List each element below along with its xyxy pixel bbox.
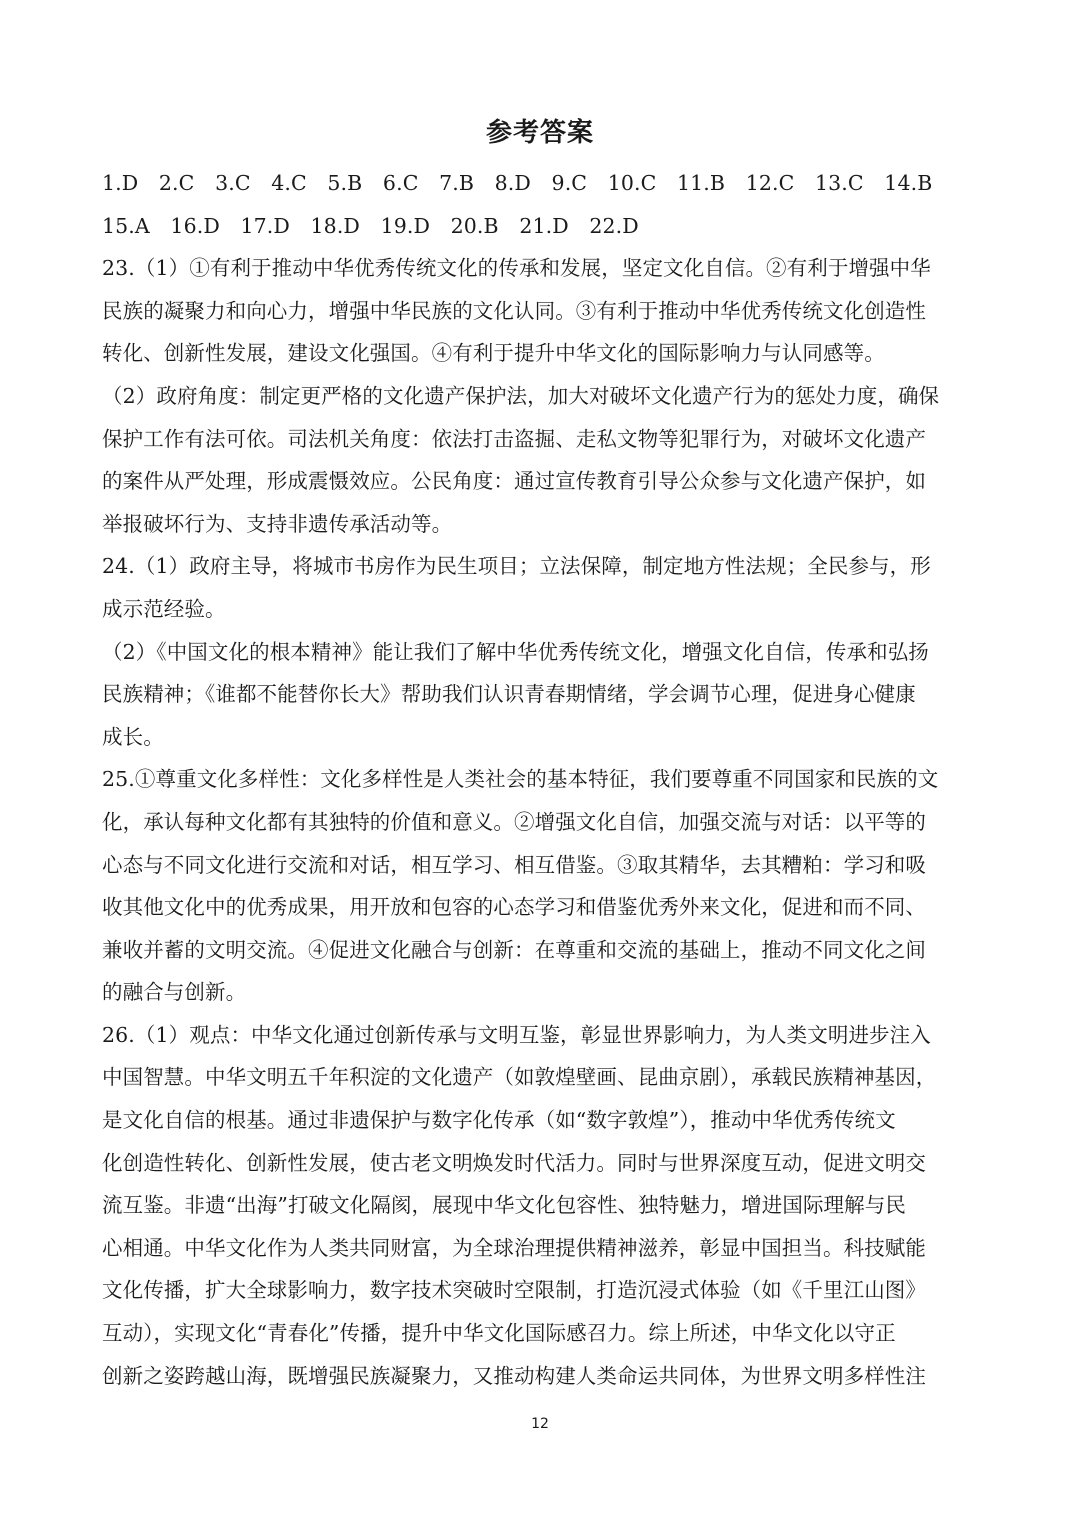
answer-line: 25.①尊重文化多样性：文化多样性是人类社会的基本特征，我们要尊重不同国家和民族的文 xyxy=(102,767,939,792)
answer-line: 成长。 xyxy=(102,724,164,749)
page-title: 参考答案 xyxy=(485,118,594,148)
answer-line: 中国智慧。中华文明五千年积淀的文化遗产（如敦煌壁画、昆曲京剧），承载民族精神基因， xyxy=(102,1065,937,1090)
answer-line: 收其他文化中的优秀成果，用开放和包容的心态学习和借鉴优秀外来文化，促进和而不同、 xyxy=(102,895,926,920)
answer-text xyxy=(102,162,978,1397)
answer-line: 流互鉴。非遗“出海”打破文化隔阂，展现中华文化包容性、独特魅力，增进国际理解与民 xyxy=(102,1193,906,1218)
answer-line: 创新之姿跨越山海，既增强民族凝聚力，又推动构建人类命运共同体，为世界文明多样性注 xyxy=(102,1363,926,1388)
answer-line: 成示范经验。 xyxy=(102,596,226,621)
answer-line: 转化、创新性发展，建设文化强国。④有利于提升中华文化的国际影响力与认同感等。 xyxy=(102,341,885,366)
answer-line: 是文化自信的根基。通过非遗保护与数字化传承（如“数字敦煌”），推动中华优秀传统文 xyxy=(102,1108,896,1133)
answer-line: 民族精神；《谁都不能替你长大》帮助我们认识青春期情绪，学会调节心理，促进身心健康 xyxy=(102,682,916,707)
answer-line: 民族的凝聚力和向心力，增强中华民族的文化认同。③有利于推动中华优秀传统文化创造性 xyxy=(102,298,926,323)
answer-line: 心相通。中华文化作为人类共同财富，为全球治理提供精神滋养，彰显中国担当。科技赋能 xyxy=(102,1235,926,1260)
page-number: 12 xyxy=(531,1416,549,1432)
answer-line: 的融合与创新。 xyxy=(102,980,247,1005)
answer-line: 保护工作有法可依。司法机关角度：依法打击盗掘、走私文物等犯罪行为，对破坏文化遗产 xyxy=(102,426,926,451)
answer-line: 24.（1）政府主导，将城市书房作为民生项目；立法保障，制定地方性法规；全民参与，形 xyxy=(102,554,931,579)
answer-line: 化创造性转化、创新性发展，使古老文明焕发时代活力。同时与世界深度互动，促进文明交 xyxy=(102,1150,926,1175)
answer-line: 化，承认每种文化都有其独特的价值和意义。②增强文化自信，加强交流与对话：以平等的 xyxy=(102,809,926,834)
answer-line: 文化传播，扩大全球影响力，数字技术突破时空限制，打造沉浸式体验（如《千里江山图》 xyxy=(102,1278,926,1303)
answer-line: 举报破坏行为、支持非遗传承活动等。 xyxy=(102,511,453,536)
mc-answers-line-2: 15.A 16.D 17.D 18.D 19.D 20.B 21.D 22.D xyxy=(102,213,639,238)
answer-line: 互动），实现文化“青春化”传播，提升中华文化国际感召力。综上所述，中华文化以守正 xyxy=(102,1321,896,1346)
answer-line: 兼收并蓄的文明交流。④促进文化融合与创新：在尊重和交流的基础上，推动不同文化之间 xyxy=(102,937,926,962)
answer-line: 26.（1）观点：中华文化通过创新传承与文明互鉴，彰显世界影响力，为人类文明进步注入 xyxy=(102,1022,931,1047)
answer-line: （2）政府角度：制定更严格的文化遗产保护法，加大对破坏文化遗产行为的惩处力度，确保 xyxy=(102,383,940,408)
answer-line: 23.（1）①有利于推动中华优秀传统文化的传承和发展，坚定文化自信。②有利于增强中华 xyxy=(102,256,931,281)
answer-line: 的案件从严处理，形成震慑效应。公民角度：通过宣传教育引导公众参与文化遗产保护，如 xyxy=(102,469,926,494)
answer-line: （2）《中国文化的根本精神》能让我们了解中华优秀传统文化，增强文化自信，传承和弘扬 xyxy=(102,639,929,664)
answer-line: 心态与不同文化进行交流和对话，相互学习、相互借鉴。③取其精华，去其糟粕：学习和吸 xyxy=(102,852,926,877)
mc-answers-line-1: 1.D 2.C 3.C 4.C 5.B 6.C 7.B 8.D 9.C 10.C 11.B 12.C 13.C 14.B xyxy=(102,171,933,195)
